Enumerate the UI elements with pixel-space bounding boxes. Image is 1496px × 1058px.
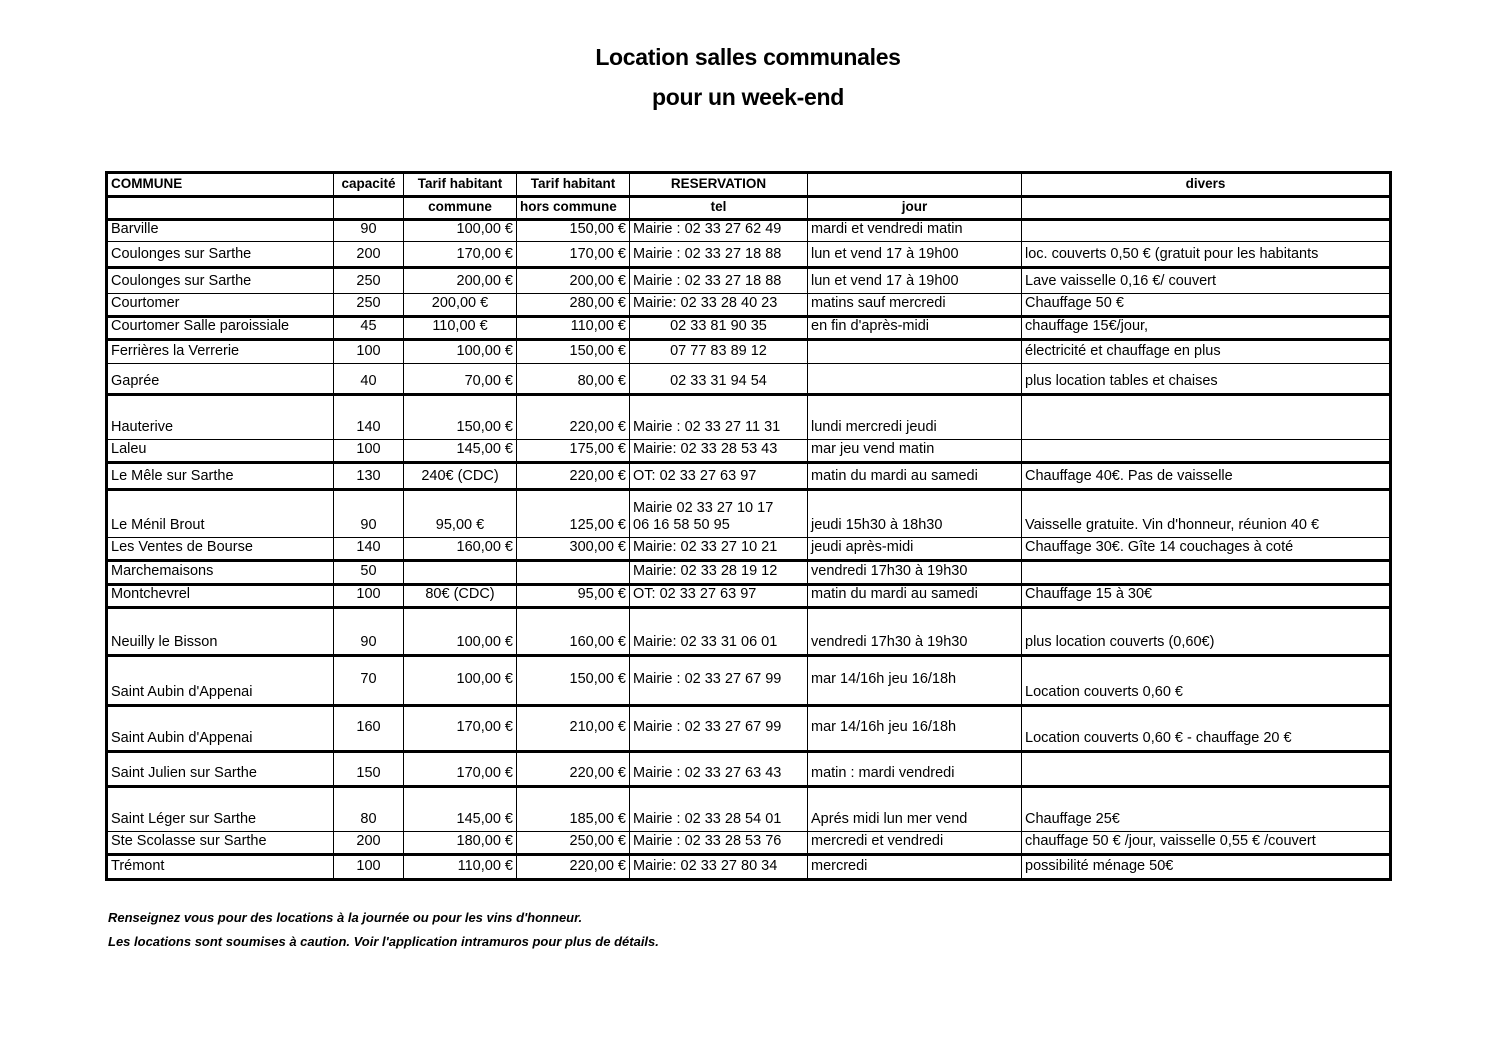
tarif-hors-commune-cell: 125,00 € [517,490,630,538]
header2-commune [107,197,334,220]
tel-cell: Mairie : 02 33 28 53 76 [630,832,808,855]
header2-capacite [334,197,404,220]
commune-cell: Gaprée [107,364,334,395]
tel-cell: Mairie : 02 33 27 63 43 [630,752,808,787]
capacite-cell: 90 [334,608,404,656]
table-row [107,340,1391,364]
tarif-hors-commune-cell: 175,00 € [517,440,630,463]
divers-cell: Location couverts 0,60 € [1022,656,1391,706]
divers-cell: loc. couverts 0,50 € (gratuit pour les habitants [1022,242,1391,268]
commune-cell: Ste Scolasse sur Sarthe [107,832,334,855]
jour-cell: jeudi après-midi [808,538,1022,561]
jour-cell: matin du mardi au samedi [808,463,1022,490]
commune-cell: Montchevrel [107,585,334,608]
tel-cell: Mairie : 02 33 27 18 88 [630,242,808,268]
commune-cell: Neuilly le Bisson [107,608,334,656]
table-row [107,832,1391,855]
divers-cell: Lave vaisselle 0,16 €/ couvert [1022,268,1391,294]
tarif-hors-commune-cell: 280,00 € [517,294,630,317]
capacite-cell: 100 [334,585,404,608]
tarif-hors-commune-cell: 80,00 € [517,364,630,395]
tel-cell: Mairie: 02 33 27 10 21 [630,538,808,561]
capacite-cell: 100 [334,340,404,364]
header-tarif-habitant-2: Tarif habitant [517,173,630,197]
capacite-cell: 130 [334,463,404,490]
tarif-commune-cell: 100,00 € [404,608,517,656]
tarif-commune-cell: 170,00 € [404,752,517,787]
jour-cell: matins sauf mercredi [808,294,1022,317]
tarif-commune-cell: 200,00 € [404,268,517,294]
divers-cell [1022,752,1391,787]
table-row [107,490,1391,538]
commune-cell: Hauterive [107,395,334,440]
table-row [107,220,1391,242]
jour-cell: jeudi 15h30 à 18h30 [808,490,1022,538]
capacite-cell: 40 [334,364,404,395]
header2-jour: jour [808,197,1022,220]
tarif-hors-commune-cell: 210,00 € [517,706,630,752]
table-row [107,608,1391,656]
capacite-cell: 200 [334,242,404,268]
note-caution: Les locations sont soumises à caution. Voir l'application intramuros pour plus de détails. [108,934,659,949]
divers-cell: électricité et chauffage en plus [1022,340,1391,364]
capacite-cell: 80 [334,787,404,832]
capacite-cell: 200 [334,832,404,855]
tarif-commune-cell: 145,00 € [404,440,517,463]
commune-cell: Saint Léger sur Sarthe [107,787,334,832]
divers-cell [1022,440,1391,463]
capacite-cell: 90 [334,220,404,242]
divers-cell: Chauffage 25€ [1022,787,1391,832]
header-reservation: RESERVATION [630,173,808,197]
tarif-hors-commune-cell: 220,00 € [517,752,630,787]
commune-cell: Courtomer Salle paroissiale [107,317,334,340]
table-row [107,440,1391,463]
tel-cell: Mairie : 02 33 27 67 99 [630,706,808,752]
divers-cell: plus location couverts (0,60€) [1022,608,1391,656]
table-row [107,538,1391,561]
tel-cell: Mairie: 02 33 27 80 34 [630,855,808,880]
tarif-hors-commune-cell: 110,00 € [517,317,630,340]
divers-cell: possibilité ménage 50€ [1022,855,1391,880]
table-row [107,463,1391,490]
capacite-cell: 150 [334,752,404,787]
tarif-commune-cell: 70,00 € [404,364,517,395]
divers-cell: Chauffage 30€. Gîte 14 couchages à coté [1022,538,1391,561]
header-capacite: capacité [334,173,404,197]
divers-cell: Chauffage 15 à 30€ [1022,585,1391,608]
tel-cell: 02 33 81 90 35 [630,317,808,340]
tel-cell [630,490,808,538]
header-tarif-habitant-1: Tarif habitant [404,173,517,197]
tarif-commune-cell: 145,00 € [404,787,517,832]
header-empty [808,173,1022,197]
tarif-hors-commune-cell: 300,00 € [517,538,630,561]
jour-cell: vendredi 17h30 à 19h30 [808,561,1022,585]
table-row [107,752,1391,787]
tarif-commune-cell [404,561,517,585]
commune-cell: Marchemaisons [107,561,334,585]
page-title-line1: Location salles communales [595,44,901,70]
tel-line: Mairie 02 33 27 10 17 [633,500,774,516]
divers-cell [1022,395,1391,440]
tarif-commune-cell: 110,00 € [404,317,517,340]
tarif-hors-commune-cell: 250,00 € [517,832,630,855]
tel-cell: Mairie: 02 33 28 40 23 [630,294,808,317]
tarif-commune-cell: 170,00 € [404,706,517,752]
capacite-cell: 90 [334,490,404,538]
divers-cell: Chauffage 50 € [1022,294,1391,317]
note-journee: Renseignez vous pour des locations à la journée ou pour les vins d'honneur. [108,910,583,925]
tarif-commune-cell: 100,00 € [404,656,517,706]
tarif-hors-commune-cell: 95,00 € [517,585,630,608]
commune-cell: Saint Aubin d'Appenai [107,656,334,706]
jour-cell [808,364,1022,395]
commune-cell: Trémont [107,855,334,880]
tel-line-2: 06 16 58 50 95 [633,517,730,533]
tel-cell: Mairie : 02 33 27 18 88 [630,268,808,294]
table-row [107,317,1391,340]
capacite-cell: 250 [334,268,404,294]
tel-cell: Mairie : 02 33 27 62 49 [630,220,808,242]
table-row [107,294,1391,317]
jour-cell: lun et vend 17 à 19h00 [808,242,1022,268]
tarif-hors-commune-cell: 220,00 € [517,395,630,440]
jour-cell: mercredi [808,855,1022,880]
header-row-1 [107,173,1391,197]
divers-cell: plus location tables et chaises [1022,364,1391,395]
table-row [107,706,1391,752]
capacite-cell: 100 [334,855,404,880]
divers-cell: Chauffage 40€. Pas de vaisselle [1022,463,1391,490]
table-row [107,656,1391,706]
divers-cell: chauffage 50 € /jour, vaisselle 0,55 € /couvert [1022,832,1391,855]
tarif-hors-commune-cell: 150,00 € [517,340,630,364]
tel-cell: OT: 02 33 27 63 97 [630,585,808,608]
tarif-commune-cell: 100,00 € [404,340,517,364]
header-row-2 [107,197,1391,220]
tarif-hors-commune-cell [517,561,630,585]
rental-table [105,171,1392,881]
header-commune: COMMUNE [107,173,334,197]
tel-cell: Mairie : 02 33 28 54 01 [630,787,808,832]
commune-cell: Le Mêle sur Sarthe [107,463,334,490]
table-row [107,787,1391,832]
header2-tel: tel [630,197,808,220]
divers-cell [1022,561,1391,585]
tel-cell: Mairie: 02 33 28 53 43 [630,440,808,463]
commune-cell: Saint Aubin d'Appenai [107,706,334,752]
header2-commune-tarif: commune [404,197,517,220]
jour-cell: vendredi 17h30 à 19h30 [808,608,1022,656]
commune-cell: Courtomer [107,294,334,317]
tel-cell: Mairie: 02 33 28 19 12 [630,561,808,585]
table-row [107,242,1391,268]
tarif-commune-cell: 170,00 € [404,242,517,268]
commune-cell: Le Ménil Brout [107,490,334,538]
table-row [107,364,1391,395]
commune-cell: Ferrières la Verrerie [107,340,334,364]
commune-cell: Saint Julien sur Sarthe [107,752,334,787]
jour-cell: mar 14/16h jeu 16/18h [808,656,1022,706]
commune-cell: Barville [107,220,334,242]
tarif-commune-cell: 180,00 € [404,832,517,855]
tarif-commune-cell: 100,00 € [404,220,517,242]
commune-cell: Coulonges sur Sarthe [107,242,334,268]
divers-cell [1022,220,1391,242]
jour-cell: matin du mardi au samedi [808,585,1022,608]
jour-cell: mardi et vendredi matin [808,220,1022,242]
capacite-cell: 140 [334,395,404,440]
tarif-hors-commune-cell: 220,00 € [517,855,630,880]
tarif-commune-cell: 240€ (CDC) [404,463,517,490]
jour-cell: matin : mardi vendredi [808,752,1022,787]
capacite-cell: 140 [334,538,404,561]
tarif-hors-commune-cell: 150,00 € [517,656,630,706]
tarif-commune-cell: 160,00 € [404,538,517,561]
capacite-cell: 70 [334,656,404,706]
tarif-commune-cell: 95,00 € [404,490,517,538]
commune-cell: Les Ventes de Bourse [107,538,334,561]
capacite-cell: 250 [334,294,404,317]
commune-cell: Coulonges sur Sarthe [107,268,334,294]
divers-cell: chauffage 15€/jour, [1022,317,1391,340]
tarif-hors-commune-cell: 150,00 € [517,220,630,242]
tarif-hors-commune-cell: 220,00 € [517,463,630,490]
jour-cell: mar 14/16h jeu 16/18h [808,706,1022,752]
tel-cell: OT: 02 33 27 63 97 [630,463,808,490]
tel-cell: 02 33 31 94 54 [630,364,808,395]
jour-cell: en fin d'après-midi [808,317,1022,340]
tarif-commune-cell: 110,00 € [404,855,517,880]
header-divers: divers [1022,173,1391,197]
tel-cell: 07 77 83 89 12 [630,340,808,364]
capacite-cell: 50 [334,561,404,585]
tarif-commune-cell: 150,00 € [404,395,517,440]
tarif-hors-commune-cell: 160,00 € [517,608,630,656]
table-row [107,585,1391,608]
tel-cell: Mairie : 02 33 27 67 99 [630,656,808,706]
jour-cell: Aprés midi lun mer vend [808,787,1022,832]
tel-cell: Mairie: 02 33 31 06 01 [630,608,808,656]
header2-hors-commune: hors commune [517,197,630,220]
jour-cell: lundi mercredi jeudi [808,395,1022,440]
jour-cell: mercredi et vendredi [808,832,1022,855]
divers-cell: Location couverts 0,60 € - chauffage 20 € [1022,706,1391,752]
page-title-line2: pour un week-end [652,84,844,110]
table-row [107,395,1391,440]
jour-cell: lun et vend 17 à 19h00 [808,268,1022,294]
capacite-cell: 160 [334,706,404,752]
capacite-cell: 45 [334,317,404,340]
table-row [107,268,1391,294]
tarif-hors-commune-cell: 200,00 € [517,268,630,294]
tarif-commune-cell: 80€ (CDC) [404,585,517,608]
header2-divers [1022,197,1391,220]
tarif-commune-cell: 200,00 € [404,294,517,317]
tarif-hors-commune-cell: 170,00 € [517,242,630,268]
tarif-hors-commune-cell: 185,00 € [517,787,630,832]
tel-cell: Mairie : 02 33 27 11 31 [630,395,808,440]
divers-cell: Vaisselle gratuite. Vin d'honneur, réunion 40 € [1022,490,1391,538]
jour-cell: mar jeu vend matin [808,440,1022,463]
jour-cell [808,340,1022,364]
table-row [107,855,1391,880]
table-row [107,561,1391,585]
capacite-cell: 100 [334,440,404,463]
commune-cell: Laleu [107,440,334,463]
